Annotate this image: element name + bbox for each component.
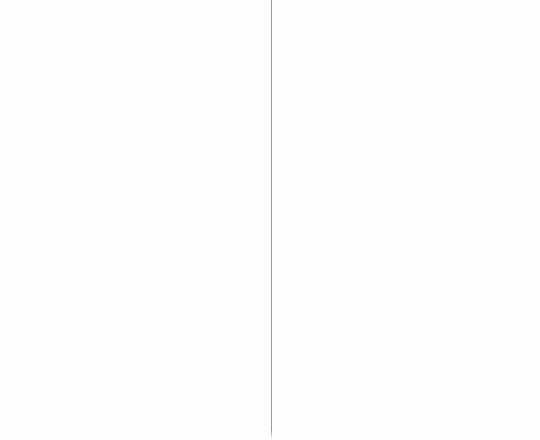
left-column [6, 0, 268, 440]
right-column [275, 0, 535, 440]
page-bottom-edge [0, 430, 540, 440]
column-divider [271, 0, 272, 440]
